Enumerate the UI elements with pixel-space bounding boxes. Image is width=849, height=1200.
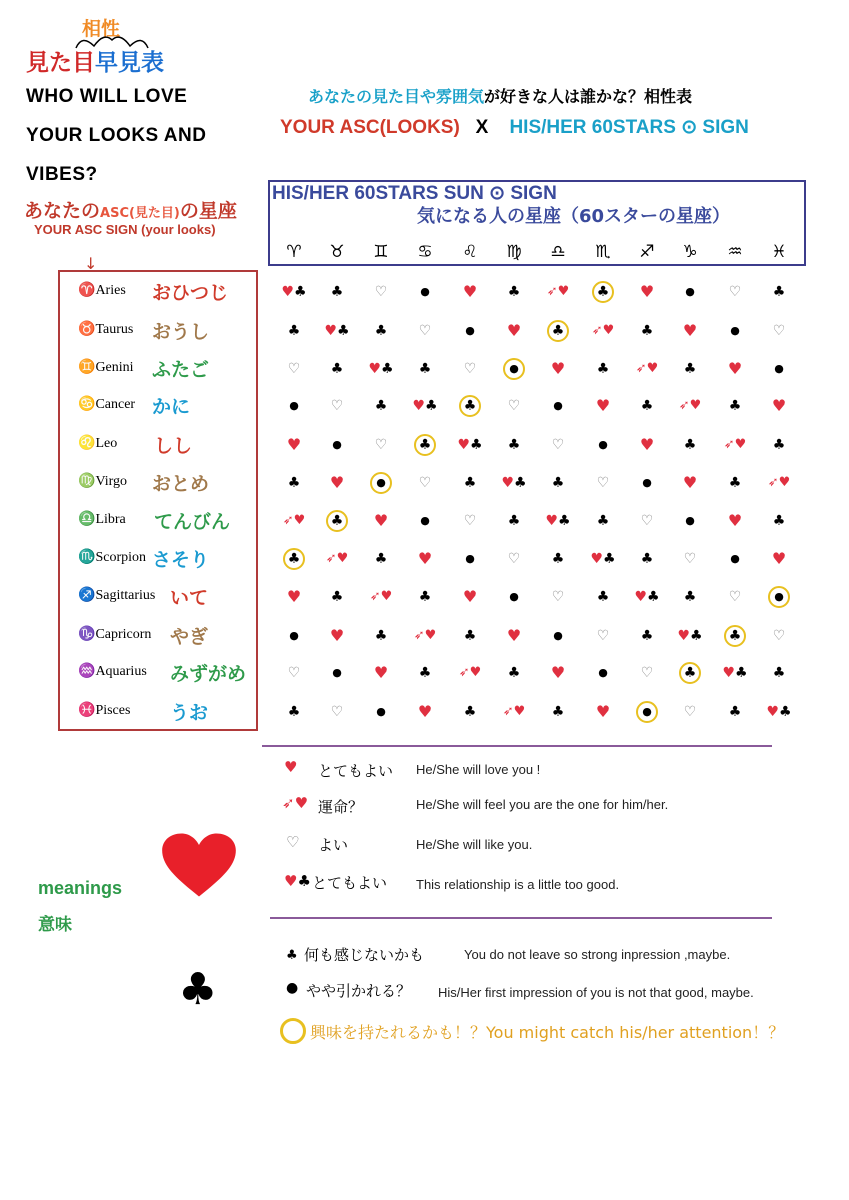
club-icon: ♣	[772, 513, 786, 529]
legend-jp: よい	[318, 836, 349, 854]
club-icon: ♣	[463, 628, 477, 644]
arrow-heart-icon: ➶♥	[369, 589, 393, 604]
heart-icon: ♥	[506, 321, 522, 340]
club-icon: ♣	[683, 437, 697, 453]
row-sign-jp: てんびん	[154, 511, 231, 533]
dot-icon: ●	[642, 476, 652, 489]
heart-club-icon: ♥♣	[677, 628, 703, 644]
club-icon: ♣	[683, 589, 697, 605]
heart-club-icon: ♥♣	[722, 665, 748, 681]
outline-heart-icon: ♡	[728, 284, 742, 300]
outline-heart-icon: ♡	[330, 704, 344, 720]
row-sign-jp: おとめ	[152, 473, 210, 495]
dot-icon: ●	[774, 590, 784, 603]
column-header-sign: ♒	[727, 242, 743, 262]
club-icon: ♣	[728, 398, 742, 414]
arrow-heart-icon: ➶♥	[413, 628, 437, 643]
arrow-heart-icon: ➶♥	[678, 398, 702, 413]
outline-heart-icon: ♡	[772, 323, 786, 339]
club-icon: ♣	[683, 361, 697, 377]
row-sign-jp: うお	[170, 702, 209, 724]
heart-club-icon: ♥♣	[368, 361, 394, 377]
club-icon: ♣	[596, 513, 610, 529]
column-header-sign: ♎	[550, 242, 566, 262]
heart-club-icon: ♥♣	[281, 284, 307, 300]
legend-en: He/She will like you.	[416, 837, 533, 852]
club-icon: ♣	[596, 284, 610, 300]
heart-club-icon: ♥♣	[545, 513, 571, 529]
heart-icon: ♥	[550, 359, 566, 378]
column-header-sign: ♉	[329, 242, 345, 262]
dot-icon: ●	[553, 629, 563, 642]
outline-heart-icon: ♡	[728, 589, 742, 605]
heart-icon: ♥	[771, 396, 787, 415]
club-icon: ♣	[374, 323, 388, 339]
club-icon: ♣	[507, 665, 521, 681]
club-icon: ♣	[551, 551, 565, 567]
arrow-heart-icon: ➶♥	[767, 475, 791, 490]
column-header-sign: ♋	[417, 242, 433, 262]
heart-icon: ♥	[373, 511, 389, 530]
legend-jp: やや引かれる？	[306, 982, 412, 1000]
club-icon: ♣	[640, 628, 654, 644]
formula: YOUR ASC(LOOKS) X HIS/HER 60STARS ⊙ SIGN	[280, 117, 749, 138]
outline-heart-icon: ♡	[374, 437, 388, 453]
heart-icon: ♥	[462, 587, 478, 606]
club-icon: ♣	[551, 704, 565, 720]
legend-jp: とてもよい	[312, 874, 388, 892]
club-icon: ♣	[596, 589, 610, 605]
row-sign-jp: ふたご	[152, 359, 210, 381]
dot-icon: ●	[465, 552, 475, 565]
aisho-label: 相性	[82, 18, 121, 40]
row-sign-label: ♎Libra	[78, 512, 126, 527]
dot-icon: ●	[685, 514, 695, 527]
row-sign-jp: かに	[152, 396, 191, 418]
dot-icon: ●	[289, 629, 299, 642]
heart-club-icon: ♥♣	[324, 323, 350, 339]
column-header-sign: ♊	[373, 242, 389, 262]
heart-icon: ♥	[506, 626, 522, 645]
dot-icon: ●	[598, 666, 608, 679]
heart-icon: ♥	[682, 321, 698, 340]
attention-text: 興味を持たれるかも！？You might catch his/her attention！？	[310, 1023, 785, 1042]
club-icon: ♣	[418, 437, 432, 453]
dot-icon: ●	[598, 438, 608, 451]
outline-heart-icon: ♡	[551, 437, 565, 453]
dot-icon: ●	[332, 666, 342, 679]
arrow-heart-icon: ➶♥	[282, 513, 306, 528]
meanings-label-jp: 意味	[38, 915, 72, 935]
club-icon: ♣	[330, 284, 344, 300]
down-arrow-icon: ↓	[84, 254, 98, 273]
heart-club-icon: ♥♣	[766, 704, 792, 720]
row-sign-label: ♍Virgo	[78, 474, 128, 489]
arrow-heart-icon: ➶♥	[723, 437, 747, 452]
club-icon: ♣	[683, 665, 697, 681]
row-sign-label: ♌Leo	[78, 436, 118, 451]
legend-en: His/Her first impression of you is not that good, maybe.	[438, 985, 754, 1000]
legend-en: He/She will love you !	[416, 762, 541, 777]
club-icon: ♣	[374, 398, 388, 414]
arrow-heart-icon: ➶♥	[546, 284, 570, 299]
arrow-heart-icon: ➶♥	[458, 665, 482, 680]
heart-icon: ♥	[550, 663, 566, 682]
meanings-label-en: meanings	[38, 878, 123, 898]
dot-icon: ●	[509, 362, 519, 375]
heart-icon: ♥	[727, 511, 743, 530]
outline-heart-icon: ♡	[463, 361, 477, 377]
heart-icon: ♥	[595, 702, 611, 721]
heart-icon: ♥	[417, 702, 433, 721]
club-icon: ♣	[507, 437, 521, 453]
english-title-line-2: YOUR LOOKS AND	[26, 125, 207, 146]
dot-icon: ●	[332, 438, 342, 451]
outline-heart-icon: ♡	[287, 361, 301, 377]
english-title-line-1: WHO WILL LOVE	[26, 86, 188, 107]
column-header-sign: ♏	[595, 242, 611, 262]
column-header-sign: ♌	[462, 242, 478, 262]
outline-heart-icon: ♡	[683, 704, 697, 720]
english-title-line-3: VIBES?	[26, 164, 98, 185]
heart-club-icon: ♥♣	[501, 475, 527, 491]
arrow-heart-icon: ➶♥	[282, 794, 309, 812]
heart-icon: ♥	[286, 587, 302, 606]
heart-icon: ♥	[727, 359, 743, 378]
heart-icon: ♥	[373, 663, 389, 682]
dot-icon: ●	[376, 476, 386, 489]
club-icon: ♣	[640, 323, 654, 339]
club-icon: ♣	[463, 475, 477, 491]
club-icon: ♣	[418, 361, 432, 377]
your-asc-label-jp: あなたのASC(見た目)の星座	[24, 200, 237, 222]
legend-en: He/She will feel you are the one for him/her.	[416, 797, 669, 812]
subtitle-jp: あなたの見た目や雰囲気が好きな人は誰かな？相性表	[308, 87, 693, 106]
column-header-sign: ♈	[286, 242, 302, 262]
row-sign-label: ♒Aquarius	[78, 664, 147, 679]
club-icon: ♣	[772, 284, 786, 300]
outline-heart-icon: ♡	[330, 398, 344, 414]
club-icon: ♣	[330, 589, 344, 605]
heart-icon: ♥	[284, 758, 298, 776]
legend-en: This relationship is a little too good.	[416, 877, 620, 892]
arrow-heart-icon: ➶♥	[502, 704, 526, 719]
row-sign-label: ♏Scorpion	[78, 550, 146, 565]
club-icon: ♣	[330, 361, 344, 377]
outline-heart-icon: ♡	[596, 475, 610, 491]
club-icon: ♣	[418, 589, 432, 605]
column-header-sign: ♑	[682, 242, 698, 262]
your-asc-label-en: YOUR ASC SIGN (your looks)	[34, 222, 216, 237]
heart-club-icon: ♥♣	[412, 398, 438, 414]
row-sign-label: ♉Taurus	[78, 322, 134, 337]
arrow-heart-icon: ➶♥	[635, 361, 659, 376]
dot-icon: ●	[289, 399, 299, 412]
heart-icon: ♥	[595, 396, 611, 415]
row-sign-jp: おうし	[152, 321, 210, 343]
heart-club-icon: ♥♣	[590, 551, 616, 567]
his-her-header-en: HIS/HER 60STARS SUN ⊙ SIGN	[272, 183, 557, 204]
legend-en: You do not leave so strong inpression ,maybe.	[464, 947, 731, 962]
ring-icon	[280, 1018, 306, 1044]
club-icon: ♣	[374, 551, 388, 567]
row-sign-jp: さそり	[152, 549, 210, 571]
row-sign-jp: おひつじ	[152, 282, 229, 304]
dot-icon: ●	[642, 705, 652, 718]
club-icon: ♣	[330, 513, 344, 529]
club-icon: ♣	[507, 284, 521, 300]
club-icon: ♣	[463, 704, 477, 720]
dot-icon: ●	[553, 399, 563, 412]
club-icon: ♣	[463, 398, 477, 414]
page-title: 見た目早見表	[26, 50, 164, 76]
dot-icon: ●	[730, 324, 740, 337]
column-header-sign: ♍	[506, 242, 522, 262]
outline-heart-icon: ♡	[772, 628, 786, 644]
club-icon: ♣	[640, 398, 654, 414]
club-icon: ♣	[374, 628, 388, 644]
heart-icon: ♥	[771, 549, 787, 568]
legend-jp: 運命？	[318, 798, 364, 816]
club-icon: ♣	[551, 475, 565, 491]
club-icon: ♣	[287, 323, 301, 339]
heart-icon: ♥	[682, 473, 698, 492]
his-her-header-jp: 気になる人の星座（60スターの星座）	[417, 206, 731, 227]
dot-icon: ●	[465, 324, 475, 337]
heart-icon: ♥	[329, 626, 345, 645]
outline-heart-icon: ♡	[640, 513, 654, 529]
outline-heart-icon: ♡	[640, 665, 654, 681]
club-icon: ♣	[728, 475, 742, 491]
dot-icon: ●	[286, 980, 299, 996]
row-sign-label: ♈Aries	[78, 283, 126, 298]
heart-icon: ♥	[462, 282, 478, 301]
arrow-heart-icon: ➶♥	[591, 323, 615, 338]
row-sign-label: ♋Cancer	[78, 397, 136, 412]
club-icon: ♣	[772, 665, 786, 681]
outline-heart-icon: ♡	[463, 513, 477, 529]
heart-club-icon: ♥♣	[457, 437, 483, 453]
dot-icon: ●	[420, 285, 430, 298]
arrow-heart-icon: ➶♥	[325, 551, 349, 566]
dot-icon: ●	[420, 514, 430, 527]
outline-heart-icon: ♡	[507, 398, 521, 414]
outline-heart-icon: ♡	[418, 323, 432, 339]
outline-heart-icon: ♡	[683, 551, 697, 567]
heart-icon: ♥	[286, 435, 302, 454]
dot-icon: ●	[509, 590, 519, 603]
heart-club-icon: ♥♣	[284, 872, 311, 890]
outline-heart-icon: ♡	[551, 589, 565, 605]
row-sign-label: ♓Pisces	[78, 703, 131, 718]
outline-heart-icon: ♡	[507, 551, 521, 567]
club-icon: ♣	[551, 323, 565, 339]
column-header-sign: ♓	[771, 242, 787, 262]
dot-icon: ●	[685, 285, 695, 298]
club-icon: ♣	[640, 551, 654, 567]
column-header-sign: ♐	[639, 242, 655, 262]
dot-icon: ●	[774, 362, 784, 375]
big-heart-icon	[160, 832, 238, 898]
heart-icon: ♥	[329, 473, 345, 492]
divider	[262, 745, 772, 747]
row-sign-label: ♐Sagittarius	[78, 588, 156, 603]
legend-jp: 何も感じないかも	[304, 946, 425, 964]
club-icon: ♣	[728, 704, 742, 720]
outline-heart-icon: ♡	[286, 833, 300, 851]
big-club-icon: ♣	[178, 964, 218, 1015]
club-icon: ♣	[596, 361, 610, 377]
heart-icon: ♥	[639, 435, 655, 454]
club-icon: ♣	[772, 437, 786, 453]
club-icon: ♣	[507, 513, 521, 529]
row-sign-jp: みずがめ	[170, 663, 247, 685]
club-icon: ♣	[286, 948, 298, 963]
row-sign-jp: しし	[154, 435, 193, 457]
row-sign-label: ♑Capricorn	[78, 627, 152, 642]
outline-heart-icon: ♡	[287, 665, 301, 681]
row-sign-jp: やぎ	[170, 626, 209, 648]
row-sign-jp: いて	[170, 587, 209, 609]
outline-heart-icon: ♡	[596, 628, 610, 644]
club-icon: ♣	[418, 665, 432, 681]
outline-heart-icon: ♡	[374, 284, 388, 300]
row-sign-label: ♊Genini	[78, 360, 134, 375]
club-icon: ♣	[287, 475, 301, 491]
legend-jp: とてもよい	[318, 762, 394, 780]
dot-icon: ●	[730, 552, 740, 565]
dot-icon: ●	[376, 705, 386, 718]
heart-icon: ♥	[417, 549, 433, 568]
heart-icon: ♥	[639, 282, 655, 301]
heart-club-icon: ♥♣	[634, 589, 660, 605]
club-icon: ♣	[287, 704, 301, 720]
divider	[270, 917, 772, 919]
club-icon: ♣	[287, 551, 301, 567]
outline-heart-icon: ♡	[418, 475, 432, 491]
club-icon: ♣	[728, 628, 742, 644]
